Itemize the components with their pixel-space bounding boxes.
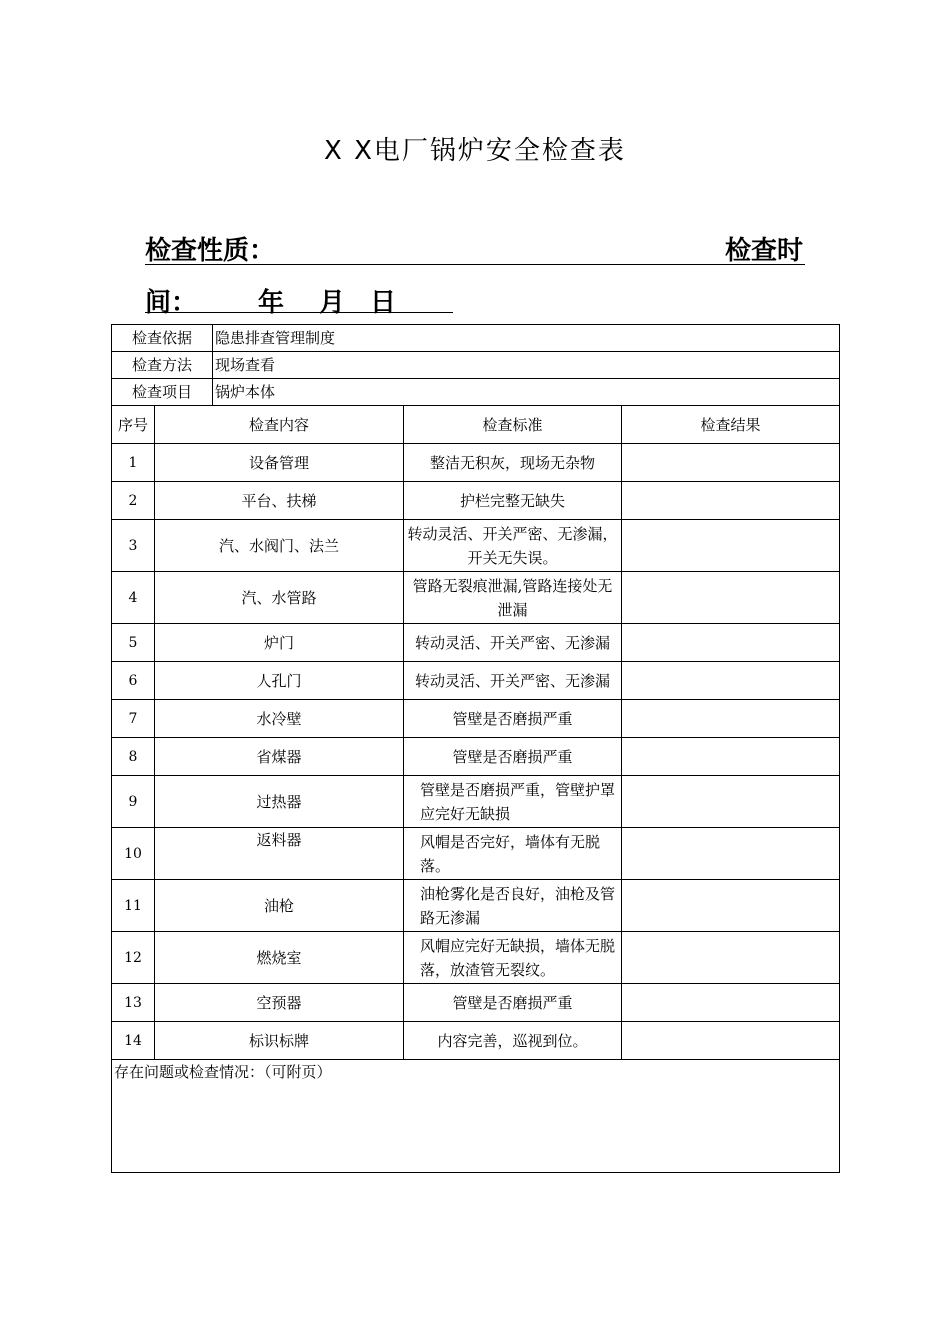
month-label: 月 (319, 288, 346, 318)
table-row (112, 572, 840, 624)
row-content: 炉门 (155, 624, 404, 662)
row-content: 水冷壁 (155, 700, 404, 738)
inspection-time-label-part2: 间： (145, 288, 198, 318)
header-content: 检查内容 (155, 406, 404, 444)
row-standard: 管路无裂痕泄漏,管路连接处无泄漏 (404, 572, 622, 624)
table-row (112, 932, 840, 984)
row-result[interactable] (622, 932, 840, 984)
inspection-table (111, 324, 840, 1173)
row-no: 2 (112, 482, 155, 520)
row-result[interactable] (622, 624, 840, 662)
row-content: 平台、扶梯 (155, 482, 404, 520)
info-label: 检查依据 (112, 325, 213, 352)
inspection-time-label-part1: 检查时 (724, 236, 803, 266)
table-row (112, 738, 840, 776)
row-no: 11 (112, 880, 155, 932)
row-no: 6 (112, 662, 155, 700)
info-row-basis (112, 325, 840, 352)
table-row (112, 624, 840, 662)
header-standard: 检查标准 (404, 406, 622, 444)
row-standard: 护栏完整无缺失 (404, 482, 622, 520)
row-standard: 管壁是否磨损严重 (404, 700, 622, 738)
table-row (112, 662, 840, 700)
inspection-date-line (145, 282, 453, 318)
info-value: 隐患排查管理制度 (213, 325, 840, 352)
day-label: 日 (370, 288, 397, 318)
page-title: X X电厂锅炉安全检查表 (324, 136, 626, 166)
row-content: 过热器 (155, 776, 404, 828)
row-result[interactable] (622, 776, 840, 828)
row-standard: 转动灵活、开关严密、无渗漏，开关无失误。 (404, 520, 622, 572)
row-content: 油枪 (155, 880, 404, 932)
table-header-row (112, 406, 840, 444)
table-row (112, 444, 840, 482)
table-row (112, 482, 840, 520)
row-no: 9 (112, 776, 155, 828)
row-result[interactable] (622, 984, 840, 1022)
row-content: 汽、水管路 (155, 572, 404, 624)
row-standard: 管壁是否磨损严重，管壁护罩应完好无缺损 (404, 776, 622, 828)
row-result[interactable] (622, 700, 840, 738)
info-label: 检查项目 (112, 379, 213, 406)
table-row (112, 700, 840, 738)
row-no: 8 (112, 738, 155, 776)
year-label: 年 (258, 288, 285, 318)
header-no: 序号 (112, 406, 155, 444)
row-content: 省煤器 (155, 738, 404, 776)
row-no: 12 (112, 932, 155, 984)
row-result[interactable] (622, 520, 840, 572)
row-standard: 风帽应完好无缺损，墙体无脱落，放渣管无裂纹。 (404, 932, 622, 984)
row-result[interactable] (622, 444, 840, 482)
row-content: 汽、水阀门、法兰 (155, 520, 404, 572)
row-content: 设备管理 (155, 444, 404, 482)
row-standard: 内容完善，巡视到位。 (404, 1022, 622, 1060)
inspection-nature-label: 检查性质： (145, 236, 276, 266)
row-no: 4 (112, 572, 155, 624)
row-standard: 转动灵活、开关严密、无渗漏 (404, 662, 622, 700)
row-result[interactable] (622, 662, 840, 700)
row-no: 7 (112, 700, 155, 738)
table-row (112, 520, 840, 572)
row-content: 标识标牌 (155, 1022, 404, 1060)
table-row (112, 984, 840, 1022)
row-result[interactable] (622, 828, 840, 880)
row-no: 10 (112, 828, 155, 880)
inspection-nature-line (145, 230, 805, 265)
row-no: 1 (112, 444, 155, 482)
info-row-method (112, 352, 840, 379)
row-no: 13 (112, 984, 155, 1022)
row-result[interactable] (622, 482, 840, 520)
row-content: 返料器 (155, 828, 404, 880)
row-standard: 管壁是否磨损严重 (404, 738, 622, 776)
row-standard: 整洁无积灰，现场无杂物 (404, 444, 622, 482)
row-content: 空预器 (155, 984, 404, 1022)
info-row-item (112, 379, 840, 406)
row-result[interactable] (622, 572, 840, 624)
row-result[interactable] (622, 880, 840, 932)
remarks-row (112, 1060, 840, 1173)
row-standard: 油枪雾化是否良好，油枪及管路无渗漏 (404, 880, 622, 932)
info-value: 现场查看 (213, 352, 840, 379)
row-standard: 风帽是否完好，墙体有无脱落。 (404, 828, 622, 880)
row-content: 燃烧室 (155, 932, 404, 984)
remarks-label: 存在问题或检查情况：（可附页） (114, 1063, 332, 1081)
row-no: 14 (112, 1022, 155, 1060)
row-no: 3 (112, 520, 155, 572)
info-value: 锅炉本体 (213, 379, 840, 406)
table-row (112, 776, 840, 828)
row-standard: 管壁是否磨损严重 (404, 984, 622, 1022)
header-result: 检查结果 (622, 406, 840, 444)
remarks-cell[interactable] (112, 1060, 840, 1173)
row-result[interactable] (622, 738, 840, 776)
table-row (112, 828, 840, 880)
row-content: 人孔门 (155, 662, 404, 700)
row-no: 5 (112, 624, 155, 662)
table-row (112, 880, 840, 932)
row-standard: 转动灵活、开关严密、无渗漏 (404, 624, 622, 662)
info-label: 检查方法 (112, 352, 213, 379)
row-result[interactable] (622, 1022, 840, 1060)
table-row (112, 1022, 840, 1060)
